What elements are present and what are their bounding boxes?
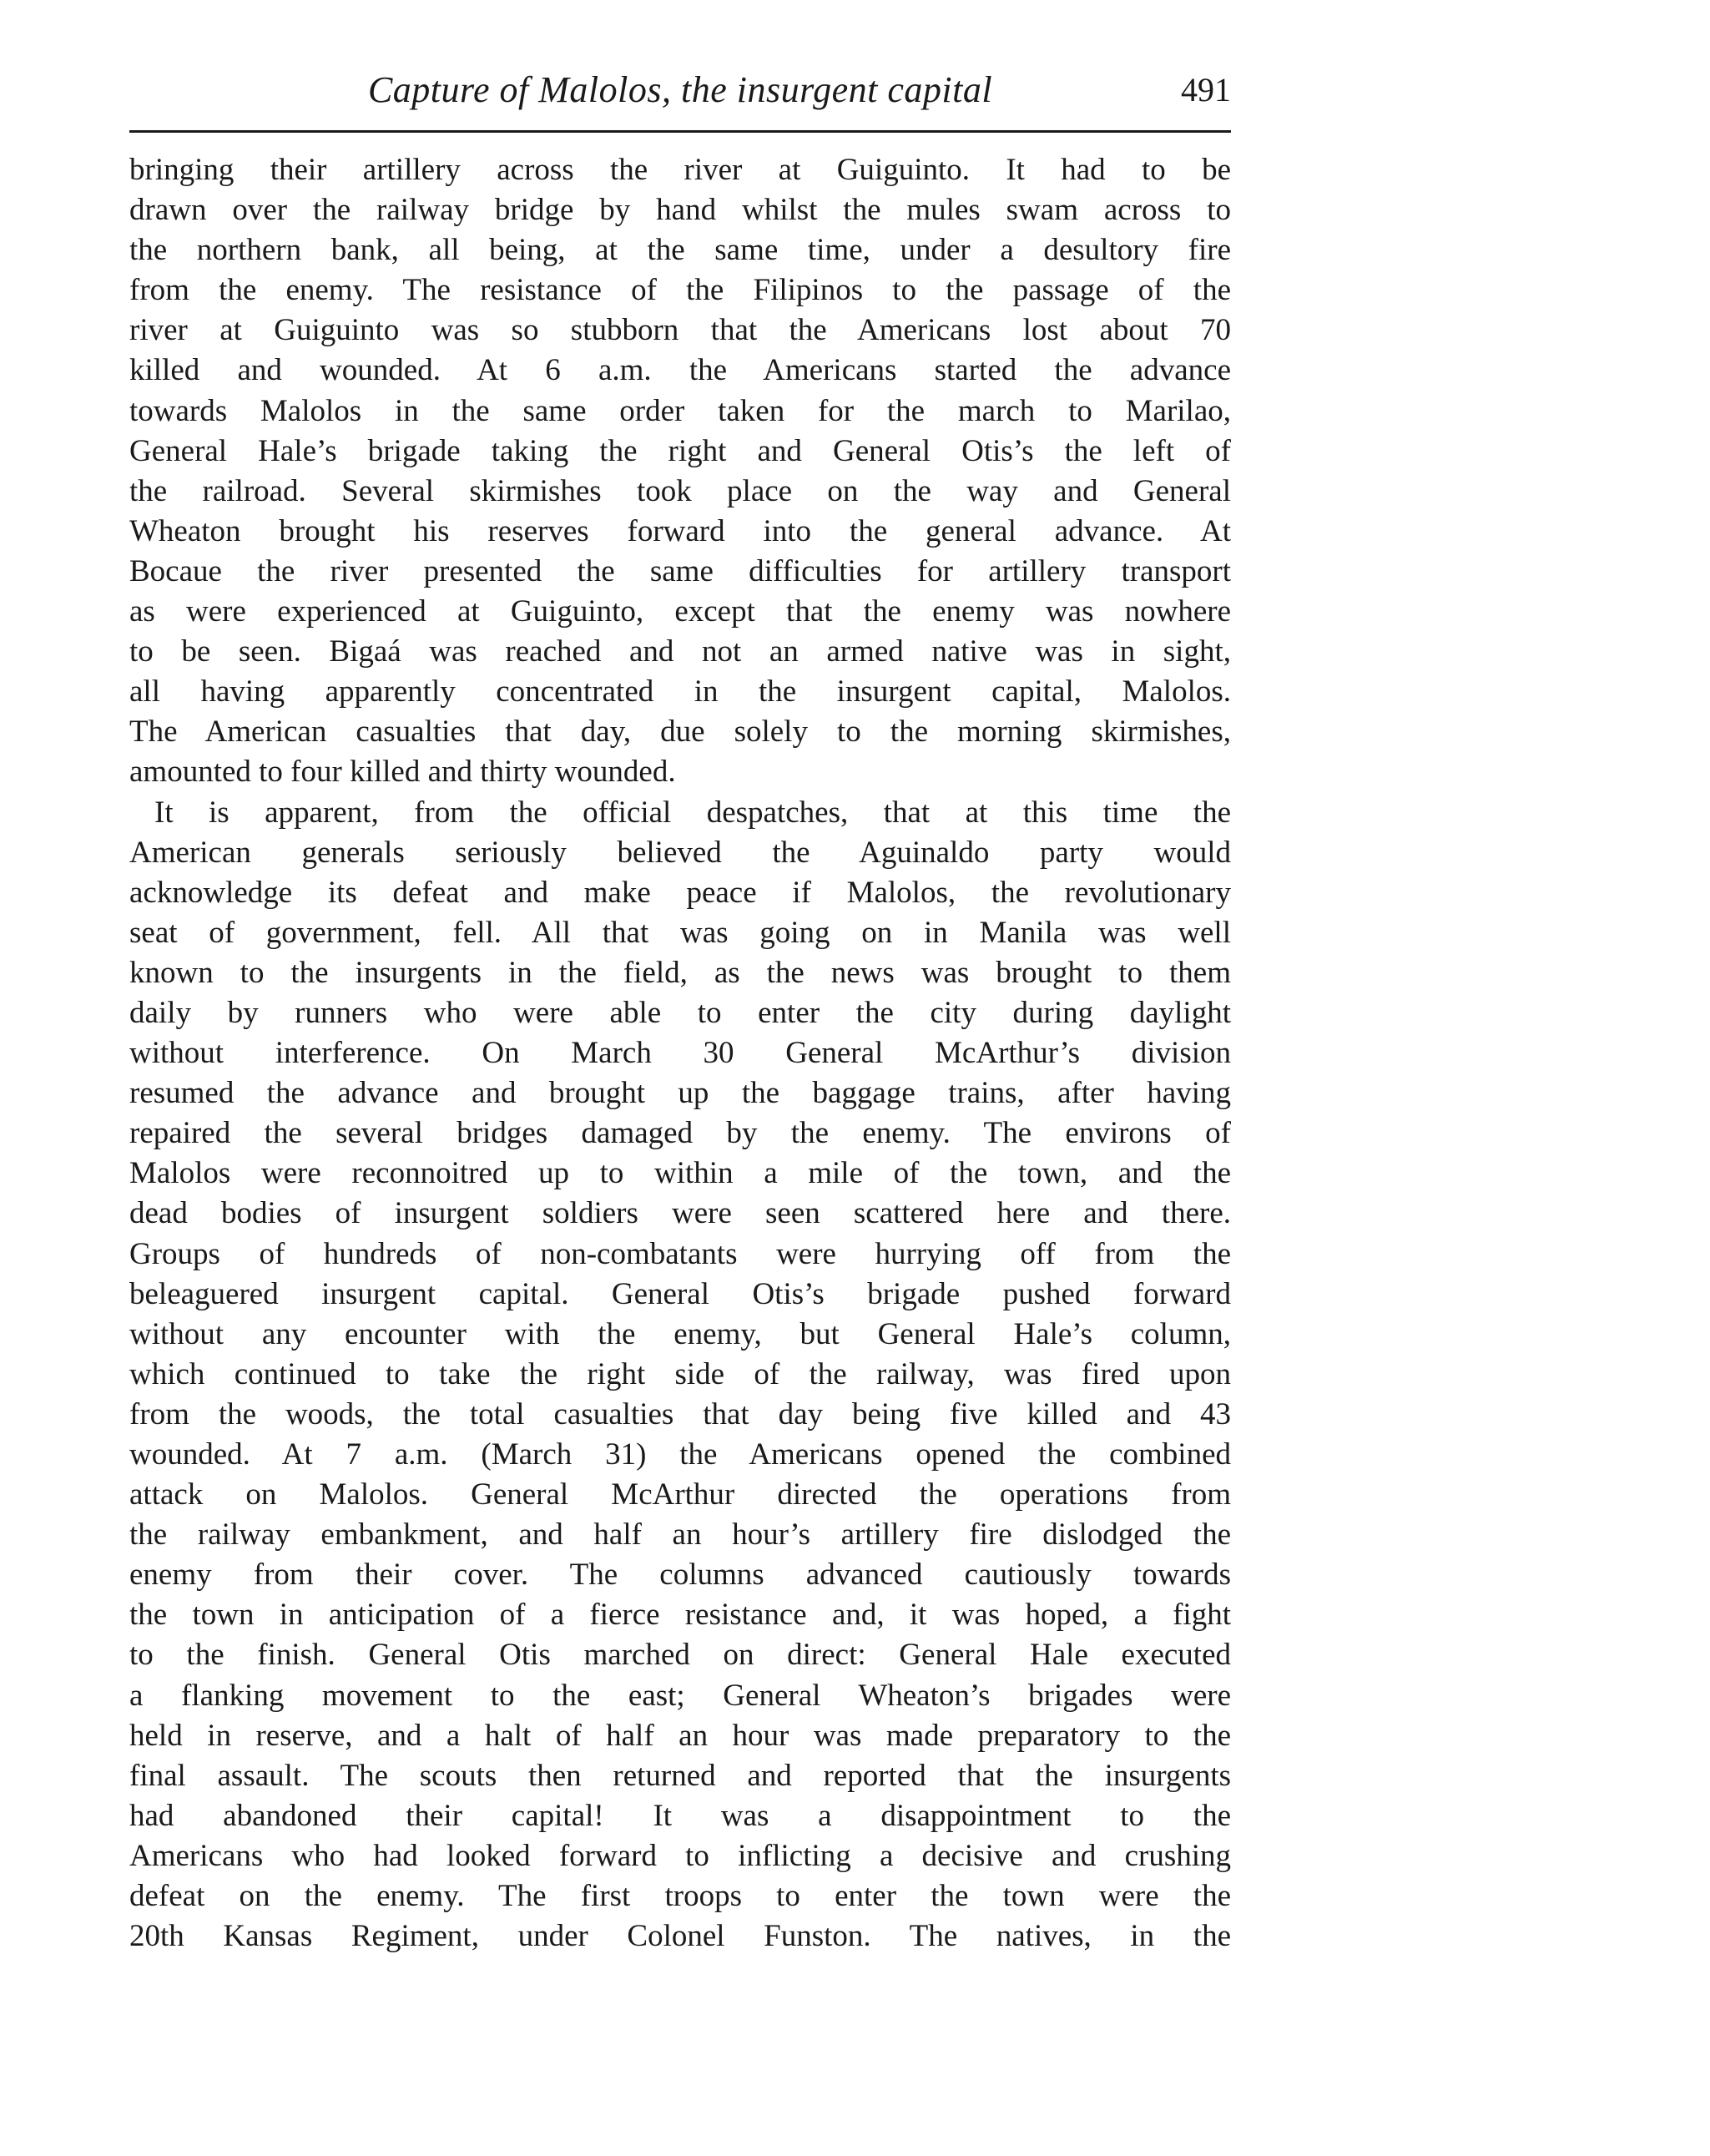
text-line: acknowledge its defeat and make peace if Malolos, the revolutionary [129,875,1231,910]
text-line: killed and wounded. At 6 a.m. the Americans started the advance [129,353,1231,388]
header-rule [129,130,1231,133]
text-line: which continued to take the right side of the railway, was fired upon [129,1356,1231,1391]
paragraph-end-line: amounted to four killed and thirty wounded. [129,755,676,790]
text-line: the railway embankment, and half an hour’s artillery fire dislodged the [129,1517,1231,1553]
text-line: to the finish. General Otis marched on direct: General Hale executed [129,1638,1231,1673]
text-line: had abandoned their capital! It was a disappointment to the [129,1798,1231,1833]
text-line: river at Guiguinto was so stubborn that the Americans lost about 70 [129,313,1231,348]
text-line: as were experienced at Guiguinto, except that the enemy was nowhere [129,594,1231,629]
text-line: Wheaton brought his reserves forward into the general advance. At [129,513,1231,548]
text-line: Bocaue the river presented the same difficulties for artillery transport [129,553,1231,588]
text-line: to be seen. Bigaá was reached and not an armed native was in sight, [129,634,1231,669]
text-line: the town in anticipation of a fierce resistance and, it was hoped, a fight [129,1598,1231,1633]
text-line: repaired the several bridges damaged by the enemy. The environs of [129,1116,1231,1151]
text-line: known to the insurgents in the field, as the news was brought to them [129,955,1231,990]
text-line: defeat on the enemy. The first troops to enter the town were the [129,1879,1231,1914]
page-number: 491 [1181,71,1231,109]
text-line: a flanking movement to the east; General Wheaton’s brigades were [129,1678,1231,1713]
text-line: towards Malolos in the same order taken for the march to Marilao, [129,393,1231,428]
text-line: seat of government, fell. All that was going on in Manila was well [129,915,1231,950]
text-line: daily by runners who were able to enter the city during daylight [129,995,1231,1030]
paragraph-start-line: It is apparent, from the official despatches, that at this time the [154,795,1231,830]
text-line: General Hale’s brigade taking the right and General Otis’s the left of [129,433,1231,468]
text-line: wounded. At 7 a.m. (March 31) the Americans opened the combined [129,1437,1231,1472]
text-line: Americans who had looked forward to inflicting a decisive and crushing [129,1838,1231,1873]
text-line: Malolos were reconnoitred up to within a mile of the town, and the [129,1156,1231,1191]
running-head [129,65,1231,125]
text-line: without any encounter with the enemy, but General Hale’s column, [129,1316,1231,1351]
text-line: all having apparently concentrated in the insurgent capital, Malolos. [129,674,1231,709]
text-line: dead bodies of insurgent soldiers were seen scattered here and there. [129,1196,1231,1231]
text-line: from the woods, the total casualties that day being five killed and 43 [129,1396,1231,1431]
text-line: the railroad. Several skirmishes took place on the way and General [129,473,1231,508]
text-line: enemy from their cover. The columns advanced cautiously towards [129,1558,1231,1593]
text-line: beleaguered insurgent capital. General Otis’s brigade pushed forward [129,1276,1231,1311]
text-line: drawn over the railway bridge by hand whilst the mules swam across to [129,193,1231,228]
running-title: Capture of Malolos, the insurgent capital [367,69,993,110]
body-text [129,150,1231,1957]
text-line: Groups of hundreds of non-combatants were hurrying off from the [129,1236,1231,1271]
text-line: attack on Malolos. General McArthur directed the operations from [129,1477,1231,1512]
text-line: final assault. The scouts then returned and reported that the insurgents [129,1758,1231,1793]
text-line: 20th Kansas Regiment, under Colonel Funston. The natives, in the [129,1919,1231,1954]
text-line: without interference. On March 30 General McArthur’s division [129,1036,1231,1071]
text-line: The American casualties that day, due solely to the morning skirmishes, [129,714,1231,750]
text-line: held in reserve, and a halt of half an hour was made preparatory to the [129,1718,1231,1753]
text-line: resumed the advance and brought up the baggage trains, after having [129,1076,1231,1111]
text-line: bringing their artillery across the river at Guiguinto. It had to be [129,153,1231,187]
text-line: from the enemy. The resistance of the Filipinos to the passage of the [129,273,1231,308]
text-line: American generals seriously believed the Aguinaldo party would [129,835,1231,870]
text-line: the northern bank, all being, at the same time, under a desultory fire [129,233,1231,268]
